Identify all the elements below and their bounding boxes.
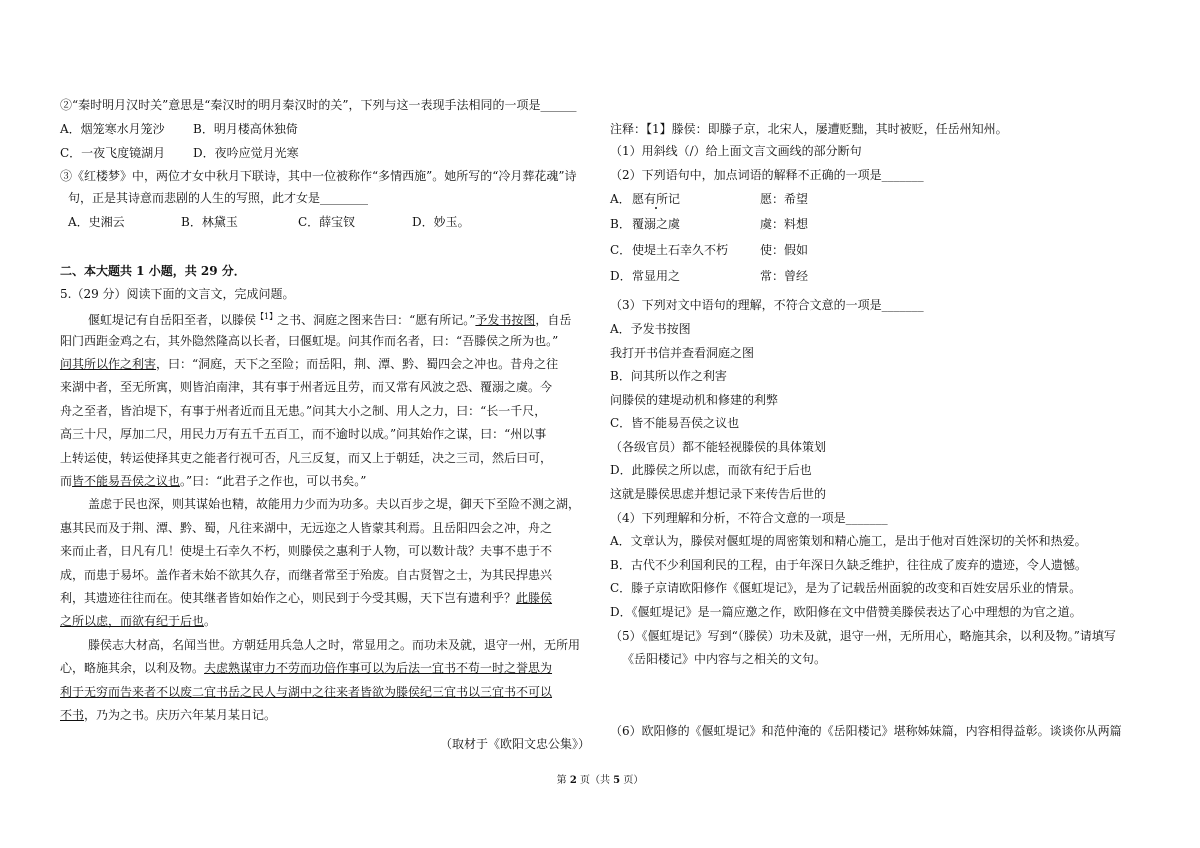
passage-line: 而皆不能易吾侯之议也。”曰：“此君子之作也，可以书矣。” [60, 474, 367, 488]
q2-option-c-label: C． [610, 243, 632, 257]
q4-option-c: C．滕子京请欧阳修作《偃虹堤记》，是为了记载岳州面貌的改变和百姓安居乐业的情景。 [610, 581, 1082, 595]
q3-option-d: D．此滕侯之所以虑，而欲有纪于后也 [610, 463, 812, 477]
page-number: 2 [569, 775, 577, 786]
question-6: （6）欧阳修的《偃虹堤记》和范仲淹的《岳阳楼记》堪称姊妹篇，内容相得益彰。谈谈你从两篇 [610, 724, 1122, 738]
passage-line: 不书，乃为之书。庆历六年某月某日记。 [60, 708, 277, 722]
q5-stem: 5.（29 分）阅读下面的文言文，完成问题。 [60, 287, 295, 301]
passage-line: 高三十尺，厚加二尺，用民力万有五千五百工，而不逾时以成。”问其始作之谋，曰：“州以事 [60, 427, 547, 441]
question-2: （2）下列语句中，加点词语的解释不正确的一项是_______ [610, 168, 924, 182]
underlined-phrase: 此滕侯 [516, 591, 553, 605]
question-3: （3）下列对文中语句的理解，不符合文意的一项是_______ [610, 298, 924, 312]
passage-line: 偃虹堤记有自岳阳至者，以滕侯$^{【1】}$之书、洞庭之图来告曰：“愿有所记。”予发书按图，自岳 [88, 312, 572, 327]
footnote-marker: 【1】 [256, 312, 278, 321]
q2-option-b-label: B． [610, 217, 631, 231]
passage-line [60, 684, 552, 700]
passage-line: 来湖中者，至无所寓，则皆泊南津，其有事于州者远且劳，而又常有风波之恐、覆溺之虞。今 [60, 380, 553, 394]
q3-stem-line2: 句，正是其诗意而悲剧的人生的写照，此才女是________ [68, 191, 369, 205]
page-total: 5 [613, 775, 621, 786]
passage-line: 惠其民而及于荆、潭、黔、蜀，凡往来湖中，无远迩之人皆蒙其利焉。且岳阳四会之冲，舟之 [60, 521, 553, 535]
q3-option-a: A．予发书按图 [610, 322, 691, 336]
q4-option-d: D．《偃虹堤记》是一篇应邀之作，欧阳修在文中借赞美滕侯表达了心中理想的为官之道。 [610, 605, 1082, 619]
passage-line: 问其所以作之利害，曰：“洞庭，天下之至险；而岳阳，荆、潭、黔、蜀四会之冲也。昔舟之往 [60, 357, 559, 371]
question-5-line2: 《岳阳楼记》中内容与之相关的文句。 [622, 652, 827, 666]
q3-stem-line1: ③《红楼梦》中，两位才女中秋月下联诗，其中一位被称作“多情西施”。她所写的“冷月葬花魂”诗 [60, 169, 577, 183]
q2-option-a-label: A． [610, 192, 631, 206]
q2-option-c-gloss: 使：假如 [760, 243, 809, 257]
passage-line: 阳门西距金鸡之右，其外隐然隆高以长者，曰偃虹堤。问其作而名者，曰：“吾滕侯之所为也。” [60, 334, 559, 348]
q2-option-b-gloss: 虞：料想 [760, 217, 809, 231]
passage-line: 之所以虑，而欲有纪于后也。 [60, 614, 217, 628]
q3-option-b: B．问其所以作之利害 [610, 369, 727, 383]
q2-option-d-phrase: 常显用之 [632, 269, 681, 283]
q3-option-b: B．林黛玉 [181, 215, 238, 229]
passage-line: 盖虑于民也深，则其谋始也精，故能用力少而为功多。夫以百步之堤，御天下至险不测之湖， [88, 497, 581, 511]
q3-option-c: C．皆不能易吾侯之议也 [610, 416, 740, 430]
q2-option-b-phrase: 覆溺之虞 [632, 217, 681, 231]
q2-stem: ②“秦时明月汉时关”意思是“秦汉时的明月秦汉时的关”，下列与这一表现手法相同的一项是______ [60, 98, 577, 112]
q2-option-c: C．一夜飞度镜湖月 [60, 146, 166, 160]
q3-option-a: A．史湘云 [68, 215, 125, 229]
section-title: 二、本大题共 1 小题，共 29 分． [60, 264, 246, 278]
passage-line: 舟之至者，皆泊堤下，有事于州者近而且无患。”问其大小之制、用人之力，曰：“长一千尺， [60, 404, 547, 418]
underlined-phrase: 不书 [60, 708, 85, 722]
q3-option-a-translation: 我打开书信并查看洞庭之图 [610, 346, 755, 360]
page-footer: 第 2 页（共 5 页） [556, 775, 644, 786]
q3-option-c-translation: （各级官员）都不能轻视滕侯的具体策划 [610, 440, 827, 454]
passage-line: 滕侯志大材高，名闻当世。方朝廷用兵急人之时，常显用之。而功未及就，退守一州，无所用 [88, 638, 581, 652]
q4-option-b: B．古代不少利国利民的工程，由于年深日久缺乏维护，往往成了废弃的遗迹，令人遗憾。 [610, 558, 1087, 572]
q2-option-d: D．夜吟应觉月光寒 [193, 146, 299, 160]
question-4: （4）下列理解和分析，不符合文意的一项是_______ [610, 511, 888, 525]
passage-line: 成，而患于易坏。盖作者未始不欲其久存，而继者常至于殆废。自古贤智之士，为其民捍患兴 [60, 568, 553, 582]
underlined-phrase: 利于无穷而告来者不以废二宜书岳之民人与湖中之往来者皆欲为滕侯纪三宜书以三宜书不可以 [60, 685, 553, 699]
underlined-phrase: 问其所以作之利害 [60, 357, 157, 371]
q2-option-a: A．烟笼寒水月笼沙 [60, 122, 165, 136]
underlined-phrase: 予发书按图 [475, 313, 536, 327]
passage-line: 来而止者，日凡有几！使堤土石幸久不朽，则滕侯之惠利于人物，可以数计哉？夫事不患于不 [60, 544, 553, 558]
underlined-phrase: 之所以虑，而欲有纪于后也 [60, 614, 205, 628]
q3-option-b-translation: 问滕侯的建堤动机和修建的利弊 [610, 393, 779, 407]
q2-option-c-phrase: 使堤土石幸久不朽 [632, 243, 729, 257]
passage-line: 心，略施其余，以利及物。夫虑熟谋审力不劳而功倍作事可以为后法一宜书不苟一时之誉思为 [60, 661, 553, 675]
question-1: （1）用斜线（/）给上面文言文画线的部分断句 [610, 144, 862, 158]
underlined-phrase: 夫虑熟谋审力不劳而功倍作事可以为后法一宜书不苟一时之誉思为 [204, 661, 553, 675]
q4-option-a: A．文章认为，滕侯对偃虹堤的周密策划和精心施工，是出于他对百姓深切的关怀和热爱。 [610, 534, 1087, 548]
q3-option-d: D．妙玉。 [412, 215, 470, 229]
q2-option-a-phrase: 愿有所记 [632, 192, 681, 206]
passage-line: 利，其遗迹往往而在。使其继者皆如始作之心，则民到于今受其赐，天下岂有遗利乎？此滕侯 [60, 591, 553, 605]
question-5-line1: （5）《偃虹堤记》写到“（滕侯）功未及就，退守一州，无所用心，略施其余，以利及物。”请填写 [610, 629, 1116, 643]
footnote: 注释：【1】滕侯：即滕子京，北宋人，屡遭贬黜，其时被贬，任岳州知州。 [610, 122, 1008, 136]
q2-option-b: B．明月楼高休独倚 [193, 122, 298, 136]
passage-line: 上转运使，转运使择其吏之能者行视可否，凡三反复，而又上于朝廷，决之三司，然后曰可， [60, 451, 553, 465]
q3-option-d-translation: 这就是滕侯思虑并想记录下来传告后世的 [610, 487, 827, 501]
source-citation: （取材于《欧阳文忠公集》） [440, 737, 591, 751]
q2-option-d-gloss: 常：曾经 [760, 269, 809, 283]
q2-option-a-gloss: 愿：希望 [760, 192, 809, 206]
underlined-phrase: 皆不能易吾侯之议也 [72, 474, 181, 488]
q2-option-d-label: D． [610, 269, 632, 283]
q3-option-c: C．薛宝钗 [298, 215, 356, 229]
